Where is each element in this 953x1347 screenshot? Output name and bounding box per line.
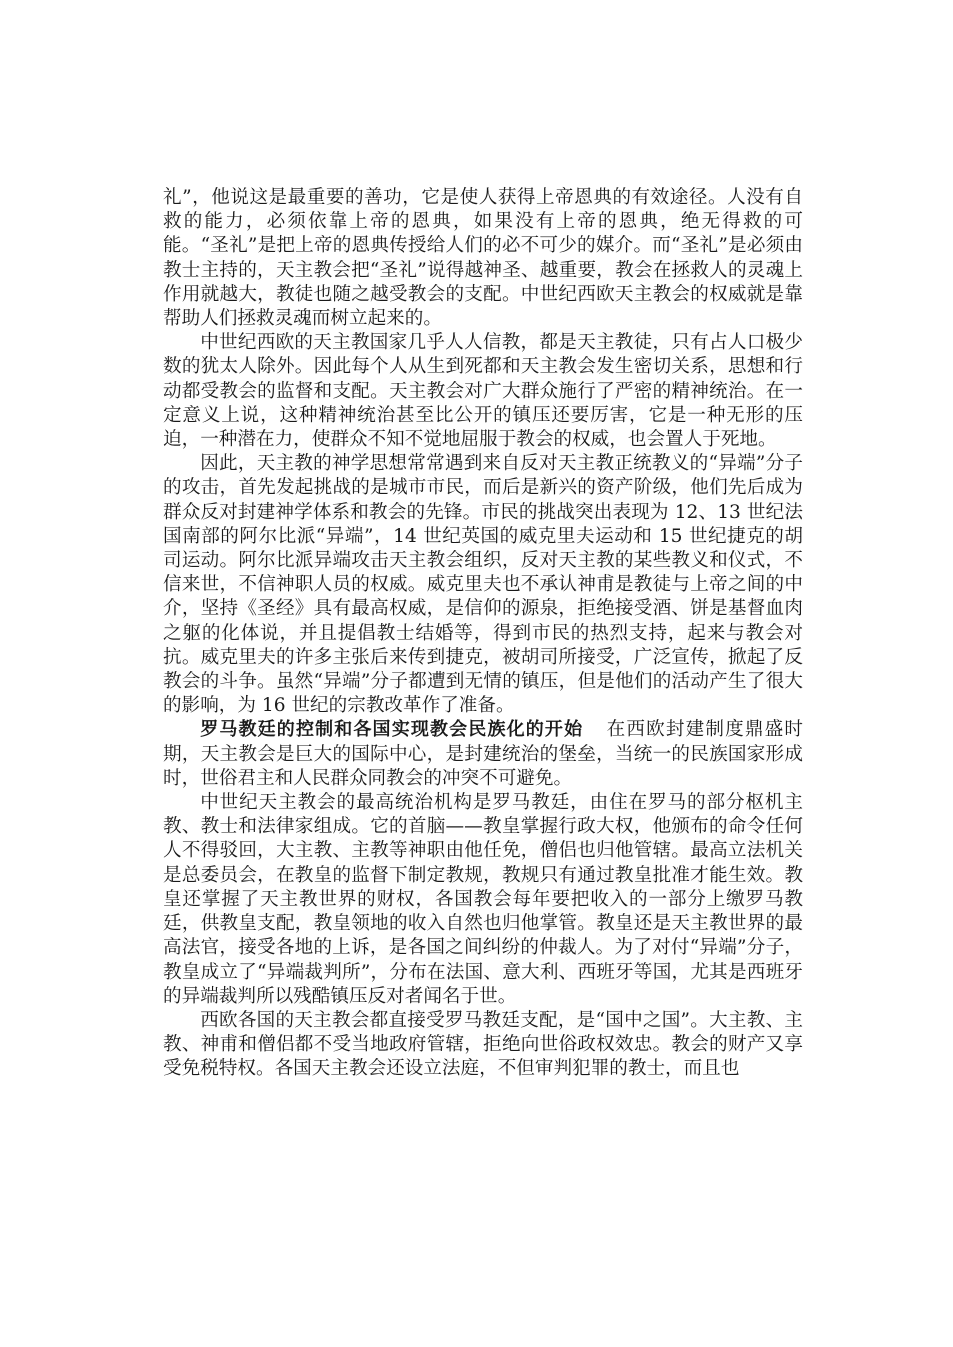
paragraph-6: 西欧各国的天主教会都直接受罗马教廷支配，是“国中之国”。大主教、主教、神甫和僧侣都不受当地政府管辖，拒绝向世俗政权效忠。教会的财产又享受免税特权。各国天主教会还设立法庭，不但审判犯罪的教士，而且也 xyxy=(163,1009,803,1080)
section-heading: 罗马教廷的控制和各国实现教会民族化的开始 xyxy=(200,719,584,741)
paragraph-2: 中世纪西欧的天主教国家几乎人人信教，都是天主教徒，只有占人口极少数的犹太人除外。因此每个人从生到死都和天主教会发生密切关系，思想和行动都受教会的监督和支配。天主教会对广大群众施行了严密的精神统治。在一定意义上说，这种精神统治甚至比公开的镇压还要厉害，它是一种无形的压迫，一种潜在力，使群众不知不觉地屈服于教会的权威，也会置人于死地。 xyxy=(163,332,803,451)
paragraph-3: 因此，天主教的神学思想常常遇到来自反对天主教正统教义的“异端”分子的攻击，首先发起挑战的是城市市民，而后是新兴的资产阶级，他们先后成为群众反对封建神学体系和教会的先锋。市民的挑战突出表现为 12、13 世纪法国南部的阿尔比派“异端”，14 世纪英国的威克里夫运动和 15 世纪捷克的胡司运动。阿尔比派异端攻击天主教会组织，反对天主教的某些教义和仪式，不信来世，不信神职人员的权威。威克里夫也不承认神甫是教徒与上帝之间的中介，坚持《圣经》具有最高权威，是信仰的源泉，拒绝接受酒、饼是基督血肉之躯的化体说，并且提倡教士结婚等，得到市民的热烈支持，起来与教会对抗。威克里夫的许多主张后来传到捷克，被胡司所接受，广泛宣传，掀起了反教会的斗争。虽然“异端”分子都遭到无情的镇压，但是他们的活动产生了很大的影响，为 16 世纪的宗教改革作了准备。 xyxy=(163,453,803,717)
paragraph-5: 中世纪天主教会的最高统治机构是罗马教廷，由住在罗马的部分枢机主教、教士和法律家组成。它的首脑——教皇掌握行政大权，他颁布的命令任何人不得驳回，大主教、主教等神职由他任免，僧侣也归他管辖。最高立法机关是总委员会，在教皇的监督下制定教规，教规只有通过教皇批准才能生效。教皇还掌握了天主教世界的财权，各国教会每年要把收入的一部分上缴罗马教廷，供教皇支配，教皇领地的收入自然也归他掌管。教皇还是天主教世界的最高法官，接受各地的上诉，是各国之间纠纷的仲裁人。为了对付“异端”分子，教皇成立了“异端裁判所”，分布在法国、意大利、西班牙等国，尤其是西班牙的异端裁判所以残酷镇压反对者闻名于世。 xyxy=(163,792,803,1007)
paragraph-4 xyxy=(163,718,803,791)
paragraph-4-text: 在西欧封建制度鼎盛时期，天主教会是巨大的国际中心，是封建统治的堡垒，当统一的民族国家形成时，世俗君主和人民群众同教会的冲突不可避免。 xyxy=(163,719,803,789)
document-page xyxy=(163,186,803,1082)
paragraph-1: 礼”，他说这是最重要的善功，它是使人获得上帝恩典的有效途径。人没有自救的能力，必须依靠上帝的恩典，如果没有上帝的恩典，绝无得救的可能。“圣礼”是把上帝的恩典传授给人们的必不可少的媒介。而“圣礼”是必须由教士主持的，天主教会把“圣礼”说得越神圣、越重要，教会在拯救人的灵魂上作用就越大，教徒也随之越受教会的支配。中世纪西欧天主教会的权威就是靠帮助人们拯救灵魂而树立起来的。 xyxy=(163,187,803,330)
